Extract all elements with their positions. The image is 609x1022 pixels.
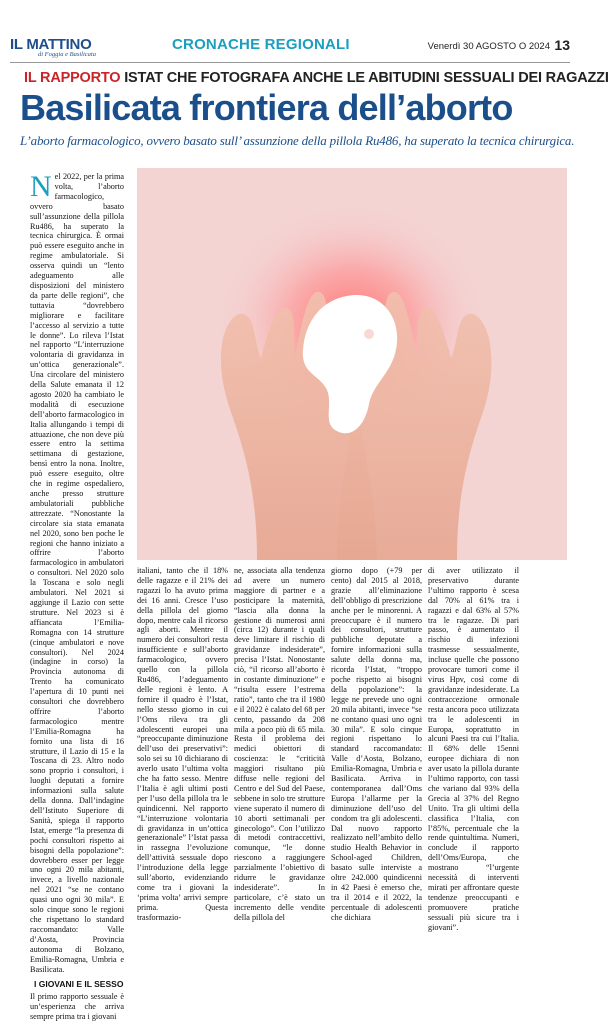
issue-date: Venerdì 30 AGOSTO O 2024 — [427, 41, 550, 52]
page-number: 13 — [554, 37, 570, 53]
kicker-prefix: IL RAPPORTO — [24, 70, 121, 86]
drop-cap: N — [30, 170, 52, 203]
column-1-text: el 2022, per la prima volta, l’aborto farmacologico, ovvero basato sull’assunzione della pillola Ru486, ha superato la tecnica chirurgica. È ormai può essere eseguito anche in regime ambulatoriale. Si osserva quindi un “lento adeguamento alle disposizioni del ministero da parte delle regioni”, che tuttavia “dovrebbero migliorare e facilitare l’accesso al servizio a tutte le donne”. Lo rileva l’Istat nel rapporto “L’interruzione volontaria di gravidanza in un’ottica generazionale”. Una circolare del ministero della Salute emanata il 12 agosto 2020 ha cambiato le modalità di esecuzione dell’aborto farmacologico in Italia allungando i tempi di attuazione, che non deve più essere entro la settima settimana di gestazione, bensì entro la nona. Inoltre, può essere eseguito, oltre che in regime ospedaliero, anche presso strutture ambulatoriali pubbliche attrezzate. “Nonostante la circolare sia stata emanata nel 2020, sono ben poche le regioni che hanno iniziato a offrire l’aborto farmacologico in ambulatori o consultori. Nel 2020 solo la Toscana e solo negli ambulatori. Nel 2021 si aggiunge il Lazio con sette strutture. Nel 2023 si è affiancata l’Emilia-Romagna con 14 strutture (cinque ambulatori e nove consultori). Nel 2024 (indagine in corso) la Provincia autonoma di Trento ha comunicato l’apertura di 10 punti nei consultori che dovrebbero offrire l’aborto farmacologico mentre l’Emilia-Romagna ha fornito una lista di 16 strutture, il Lazio di 15 e la Toscana di 23. Altro nodo sono proprio i consultori, i luoghi deputati a fornire informazioni sulla salute della donna. Dall’indagine dell’Istituto Superiore di Sanità, spiega il rapporto Istat, emerge “la presenza di pochi consultori rispetto ai bisogni della popolazione”: dovrebbero esser per legge uno ogni 20 mila abitanti, invece, a livello nazionale nel 2021 “se ne contano quasi uno ogni 30 mila”. E solo cinque sono le regioni che rispettano lo standard raccomandato: Valle d’Aosta, Provincia autonoma di Bolzano, Emilia-Romagna, Umbria e Basilicata. — [30, 172, 124, 974]
article-column-3: ne, associata alla tendenza ad avere un numero maggiore di partner e a posticipare la maternità, “lascia alla donna la gestione di numerosi anni (circa 12) durante i quali deve limitare il rischio di gravidanze indesiderate”, precisa l’Istat. Nonostante ciò, “il ricorso all’aborto è in costante diminuzione” e “risulta essere l’estrema ratio”, tanto che tra il 1980 e il 2022 è calato del 68 per cento, passando da 208 mila a poco più di 65 mila. Resta il problema dei medici obiettori di coscienza: le “criticità maggiori risultano più diffuse nelle regioni del Centro e del Sud del Paese, sebbene in solo tre strutture viene superato il numero di 10 aborti settimanali per ginecologo”. Con l’utilizzo di metodi contraccettivi, comunque, “le donne riescono a raggiungere parzialmente l’obiettivo di ridurre le gravidanze indesiderate”. In particolare, c’è stato un incremento delle vendite della pillola del — [234, 566, 325, 922]
section-title: CRONACHE REGIONALI — [172, 36, 350, 53]
kicker-text: ISTAT CHE FOTOGRAFA ANCHE LE ABITUDINI SESSUALI DEI RAGAZZI — [124, 70, 609, 86]
article-photo[interactable] — [137, 168, 567, 560]
masthead — [10, 34, 570, 64]
article-column-4: giorno dopo (+79 per cento) dal 2015 al 2018, grazie all’eliminazione dell’obbligo di prescrizione anche per le minorenni. A preoccupare è il numero dei consultori, strutture pubbliche deputate a fornire informazioni sulla salute della donna ma, ricorda l’Istat, “troppo poche rispetto ai bisogni della popolazione”: la legge ne prevede uno ogni 20 mila abitanti, invece “se ne contano quasi uno ogni 30 mila”. E solo cinque regioni rispettano lo standard raccomandato: Valle d’Aosta, Bolzano, Emilia-Romagna, Umbria e Basilicata. Arriva in contemporanea dall’Oms Europa l’allarme per la diminuzione dell’uso del condom tra gli adolescenti. Dal nuovo rapporto realizzato nell’ambito dello studio Health Behavior in School-aged Children, basato sulle interviste a oltre 242.000 quindicenni in 42 Paesi è emerso che, tra il 2014 e il 2022, la percentuale di adolescenti che dichiara — [331, 566, 422, 922]
logo-text: IL MATTINO — [10, 36, 92, 53]
hands-fetus-icon — [137, 168, 567, 560]
logo-subtitle: di Foggia e Basilicata — [38, 51, 96, 58]
column-1-continuation: Il primo rapporto sessuale è un’esperienza che arriva sempre prima tra i giovani — [30, 992, 124, 1022]
article-column-2: italiani, tanto che il 18% delle ragazze e il 21% dei ragazzi lo ha avuto prima dei 16 anni. Cresce l’uso della pillola del giorno dopo, mentre cala il ricorso agli aborti. Mentre il numero dei consultori resta insufficiente e sull’aborto farmacologico, ovvero quello con la pillola Ru486, l’adeguamento delle regioni è lento. A fornire il quadro è l’Istat, nello stesso giorno in cui l’Oms rileva tra gli adolescenti europei una “preoccupante diminuzione dell’uso dei preservativi”: solo sei su 10 dichiarano di averlo usato l’ultima volta che ha fatto sesso. Mentre l’Italia è agli ultimi posti per l’uso della pillola tra le quindicenni. Nel rapporto “L’interruzione volontaria di gravidanza in un’ottica generazionale” l’Istat passa in rassegna l’evoluzione dell’attività sessuale dopo l’introduzione della legge sull’aborto, evidenziando come tra i giovani la ‘prima volta’ arrivi sempre prima. Questa trasformazio- — [137, 566, 228, 922]
article-column-1 — [30, 170, 124, 1022]
article-subhead: L’aborto farmacologico, ovvero basato sull’ assunzione della pillola Ru486, ha superato la tecnica chirurgica. — [20, 133, 575, 148]
newspaper-logo[interactable] — [10, 36, 130, 62]
header-divider — [10, 62, 570, 63]
article-kicker — [24, 70, 609, 86]
section-subtitle: I GIOVANI E IL SESSO — [34, 979, 124, 990]
article-column-5: di aver utilizzato il preservativo durante l’ultimo rapporto è scesa dal 70% al 61% tra i ragazzi e dal 63% al 57% tra le ragazze. Di pari passo, è aumentato il rischio di infezioni trasmesse sessualmente, incluse quelle che possono provocare tumori come il virus Hpv, così come di gravidanze indesiderate. La contraccezione ormonale resta ancora poco utilizzata tra le adolescenti in Europa, soprattutto in alcuni Paesi tra cui l’Italia. Il 68% delle 15enni europee dichiara di non aver usato la pillola durante l’ultimo rapporto, con tassi che variano dal 93% della Grecia al 37% del Regno Unito. Tra gli ultimi della classifica l’Italia, con l’85%, percentuale che la rende quintultima. Numeri, conclude il rapporto dell’Oms/Europa, che mostrano “l’urgente necessità di interventi mirati per affrontare queste tendenze preoccupanti e promuovere pratiche sessuali più sicure tra i giovani”. — [428, 566, 519, 932]
fetus-eye — [364, 329, 374, 339]
article-headline: Basilicata frontiera dell’aborto — [20, 87, 513, 128]
